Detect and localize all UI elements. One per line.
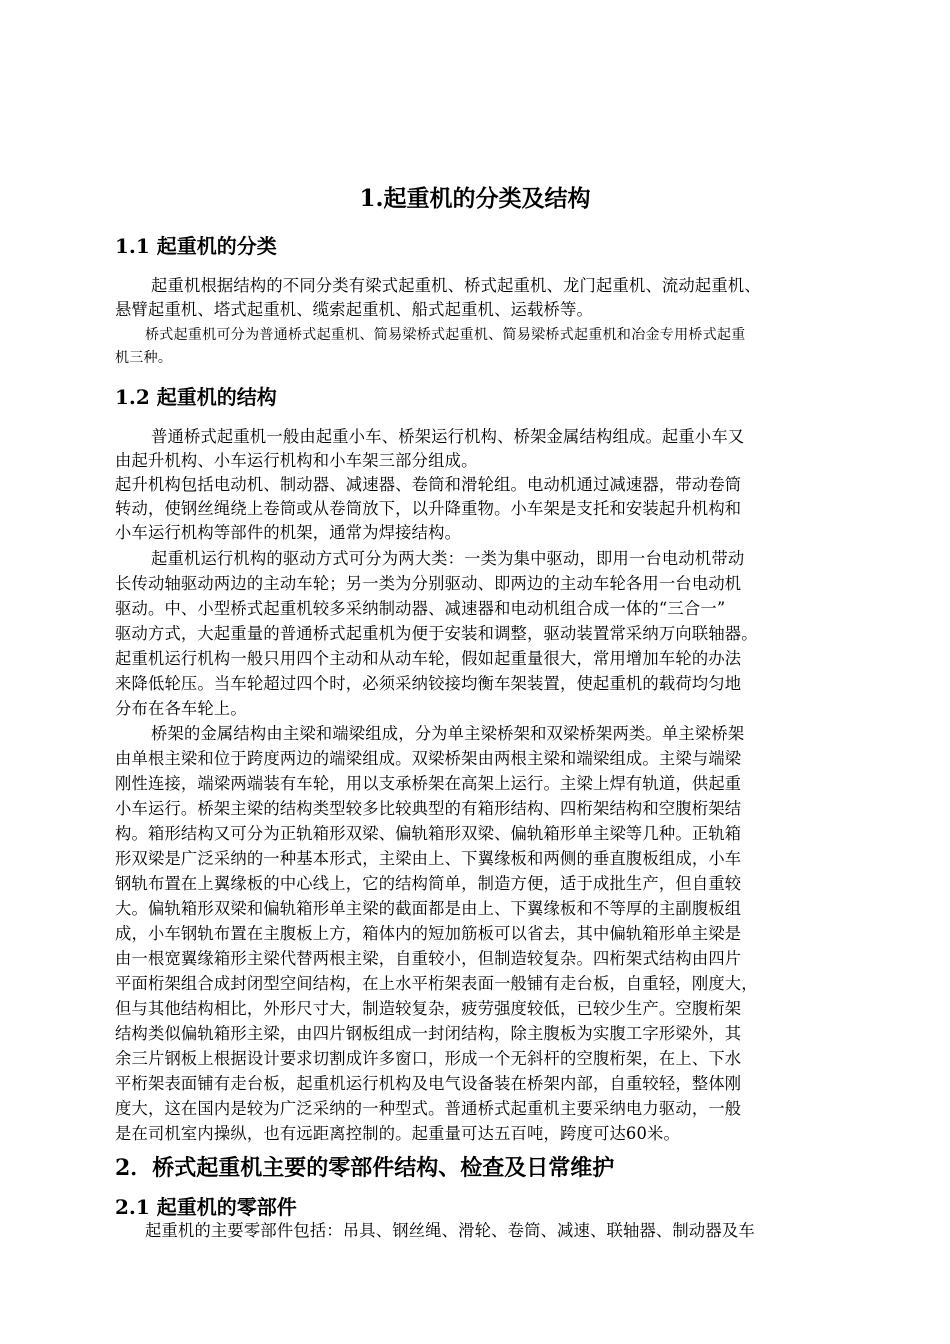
paragraph-line: 形双梁是广泛采纳的一种基本形式，主梁由上、下翼缘板和两侧的垂直腹板组成，小车	[115, 849, 742, 868]
paragraph-line: 构。箱形结构又可分为正轨箱形双梁、偏轨箱形双梁、偏轨箱形单主梁等几种。正轨箱	[115, 824, 742, 843]
paragraph-line: 刚性连接，端梁两端装有车轮，用以支承桥架在高架上运行。主梁上焊有轨道，供起重	[115, 774, 742, 793]
paragraph-line: 由一根宽翼缘箱形主梁代替两根主梁，自重较小，但制造较复杂。四桁架式结构由四片	[115, 949, 742, 968]
section-heading-1-1: 1.1 起重机的分类	[115, 234, 277, 258]
paragraph-line: 钢轨布置在上翼缘板的中心线上，它的结构简单，制造方便，适于成批生产，但自重较	[115, 874, 742, 893]
paragraph-line: 驱动。中、小型桥式起重机较多采纳制动器、减速器和电动机组合成一体的“三合一”	[115, 599, 726, 618]
paragraph-line: 由单根主梁和位于跨度两边的端梁组成。双梁桥架由两根主梁和端梁组成。主梁与端梁	[115, 749, 742, 768]
paragraph-line: 大。偏轨箱形双梁和偏轨箱形单主梁的截面都是由上、下翼缘板和不等厚的主副腹板组	[115, 899, 742, 918]
paragraph-line: 小车运行机构等部件的机架，通常为焊接结构。	[115, 523, 462, 542]
paragraph-line: 桥架的金属结构由主梁和端梁组成，分为单主梁桥架和双梁桥架两类。单主梁桥架	[151, 724, 745, 743]
paragraph-line: 余三片钢板上根据设计要求切割成许多窗口，形成一个无斜杆的空腹桁架，在上、下水	[115, 1049, 742, 1068]
paragraph-line: 分布在各车轮上。	[115, 699, 247, 718]
paragraph-line: 起重机根据结构的不同分类有梁式起重机、桥式起重机、龙门起重机、流动起重机、	[151, 276, 761, 295]
paragraph-line: 起重机运行机构的驱动方式可分为两大类：一类为集中驱动，即用一台电动机带动	[151, 549, 745, 568]
paragraph-line: 来降低轮压。当车轮超过四个时，必须采纳铰接均衡车架装置，使起重机的载荷均匀地	[115, 674, 742, 693]
section-heading-2-1: 2.1 起重机的零部件	[115, 1195, 297, 1219]
paragraph-line: 起升机构包括电动机、制动器、减速器、卷筒和滑轮组。电动机通过减速器，带动卷筒	[115, 475, 742, 494]
paragraph-line: 平桁架表面铺有走台板，起重机运行机构及电气设备装在桥架内部，自重较轻，整体刚	[115, 1074, 742, 1093]
paragraph-line: 机三种。	[115, 350, 173, 366]
page-title: 1.起重机的分类及结构	[359, 185, 591, 212]
paragraph-line: 长传动轴驱动两边的主动车轮；另一类为分别驱动、即两边的主动车轮各用一台电动机	[115, 574, 742, 593]
paragraph-line: 悬臂起重机、塔式起重机、缆索起重机、船式起重机、运载桥等。	[115, 300, 593, 319]
paragraph-line: 平面桁架组合成封闭型空间结构，在上水平桁架表面一般铺有走台板，自重轻，刚度大，	[115, 974, 758, 993]
section-heading-2: 2．桥式起重机主要的零部件结构、检查及日常维护	[115, 1155, 615, 1181]
paragraph-line: 起重机运行机构一般只用四个主动和从动车轮，假如起重量很大，常用增加车轮的办法	[115, 649, 742, 668]
paragraph-line: 但与其他结构相比，外形尺寸大，制造较复杂，疲劳强度较低，已较少生产。空腹桁架	[115, 999, 742, 1018]
paragraph-line: 度大，这在国内是较为广泛采纳的一种型式。普通桥式起重机主要采纳电力驱动，一般	[115, 1099, 742, 1118]
paragraph-line: 驱动方式，大起重量的普通桥式起重机为便于安装和调整，驱动装置常采纳万向联轴器。	[115, 624, 758, 643]
paragraph-line: 结构类似偏轨箱形主梁，由四片钢板组成一封闭结构，除主腹板为实腹工字形梁外，其	[115, 1024, 742, 1043]
paragraph-line: 普通桥式起重机一般由起重小车、桥架运行机构、桥架金属结构组成。起重小车又	[151, 427, 745, 446]
paragraph-line: 起重机的主要零部件包括：吊具、钢丝绳、滑轮、卷筒、减速、联轴器、制动器及车	[145, 1221, 755, 1240]
paragraph-line: 转动，使钢丝绳绕上卷筒或从卷筒放下，以升降重物。小车架是支托和安装起升机构和	[115, 499, 742, 518]
section-heading-1-2: 1.2 起重机的结构	[115, 385, 277, 409]
paragraph-line: 是在司机室内操纵，也有远距离控制的。起重量可达五百吨，跨度可达60米。	[115, 1124, 681, 1143]
paragraph-line: 桥式起重机可分为普通桥式起重机、简易梁桥式起重机、简易梁桥式起重机和冶金专用桥式起重	[145, 327, 746, 343]
paragraph-line: 成，小车钢轨布置在主腹板上方，箱体内的短加筋板可以省去，其中偏轨箱形单主梁是	[115, 924, 742, 943]
paragraph-line: 小车运行。桥架主梁的结构类型较多比较典型的有箱形结构、四桁架结构和空腹桁架结	[115, 799, 742, 818]
paragraph-line: 由起升机构、小车运行机构和小车架三部分组成。	[115, 451, 478, 470]
